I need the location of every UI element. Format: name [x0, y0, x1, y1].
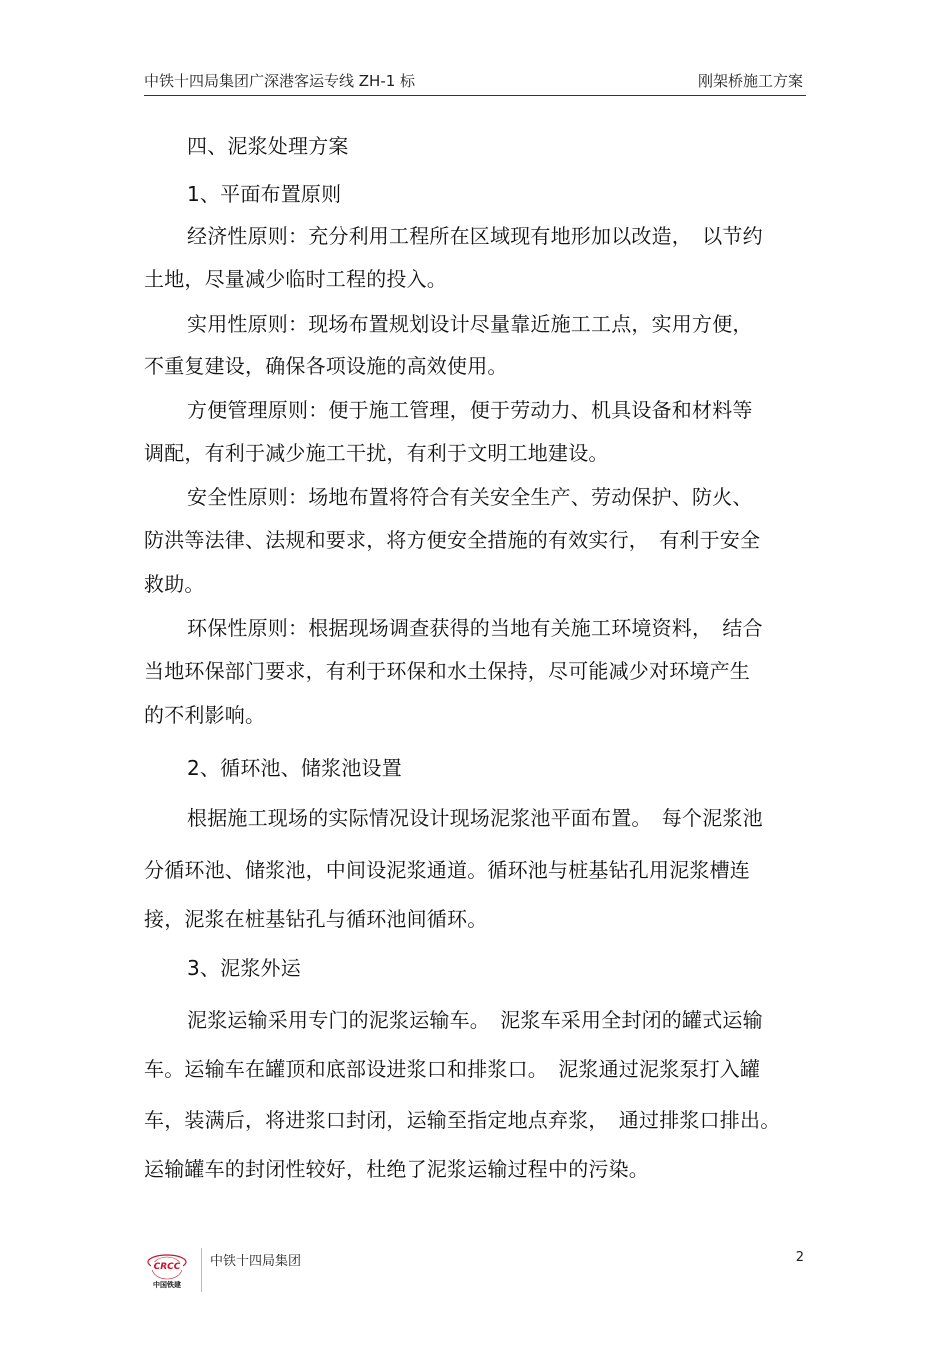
paragraph-line: 接，泥浆在桩基钻孔与循环池间循环。 [144, 907, 488, 931]
paragraph-line: 泥浆运输采用专门的泥浆运输车。 泥浆车采用全封闭的罐式运输 [187, 1008, 763, 1032]
paragraph-line: 救助。 [144, 572, 205, 596]
footer-org: 中铁十四局集团 [210, 1254, 302, 1269]
paragraph-line: 安全性原则：场地布置将符合有关安全生产、劳动保护、防火、 [187, 485, 753, 509]
header-rule [144, 95, 806, 96]
paragraph-line: 实用性原则：现场布置规划设计尽量靠近施工工点，实用方便， [187, 312, 753, 336]
paragraph-line: 环保性原则：根据现场调查获得的当地有关施工环境资料， 结合 [187, 616, 763, 640]
paragraph-line: 分循环池、储浆池，中间设泥浆通道。循环池与桩基钻孔用泥浆槽连 [144, 858, 750, 882]
section-heading: 四、泥浆处理方案 [187, 134, 349, 158]
page-header-left: 中铁十四局集团广深港客运专线 ZH-1 标 [144, 72, 416, 90]
paragraph-line: 运输罐车的封闭性较好，杜绝了泥浆运输过程中的污染。 [144, 1157, 649, 1181]
subsection-heading: 2、循环池、储浆池设置 [187, 756, 402, 780]
logo-caption: 中国铁建 [153, 1281, 181, 1289]
paragraph-line: 防洪等法律、法规和要求，将方便安全措施的有效实行， 有利于安全 [144, 528, 761, 552]
page-number: 2 [795, 1250, 804, 1265]
paragraph-line: 车。运输车在罐顶和底部设进浆口和排浆口。 泥浆通过泥浆泵打入罐 [144, 1057, 761, 1081]
subsection-heading: 3、泥浆外运 [187, 956, 301, 980]
paragraph-line: 调配，有利于减少施工干扰，有利于文明工地建设。 [144, 441, 609, 465]
subsection-heading: 1、平面布置原则 [187, 182, 342, 206]
paragraph-line: 当地环保部门要求，有利于环保和水土保持，尽可能减少对环境产生 [144, 659, 750, 683]
paragraph-line: 根据施工现场的实际情况设计现场泥浆池平面布置。 每个泥浆池 [187, 806, 763, 830]
paragraph-line: 的不利影响。 [144, 703, 266, 727]
crcc-logo [145, 1248, 202, 1292]
paragraph-line: 土地，尽量减少临时工程的投入。 [144, 267, 447, 291]
page-header-right: 刚架桥施工方案 [697, 72, 803, 90]
logo-text: CRCC [153, 1262, 181, 1272]
paragraph-line: 方便管理原则：便于施工管理，便于劳动力、机具设备和材料等 [187, 398, 753, 422]
paragraph-line: 不重复建设，确保各项设施的高效使用。 [144, 354, 508, 378]
paragraph-line: 经济性原则：充分利用工程所在区域现有地形加以改造， 以节约 [187, 224, 763, 248]
crcc-logo-icon [145, 1248, 201, 1292]
paragraph-line: 车，装满后，将进浆口封闭，运输至指定地点弃浆， 通过排浆口排出。 [144, 1108, 781, 1132]
